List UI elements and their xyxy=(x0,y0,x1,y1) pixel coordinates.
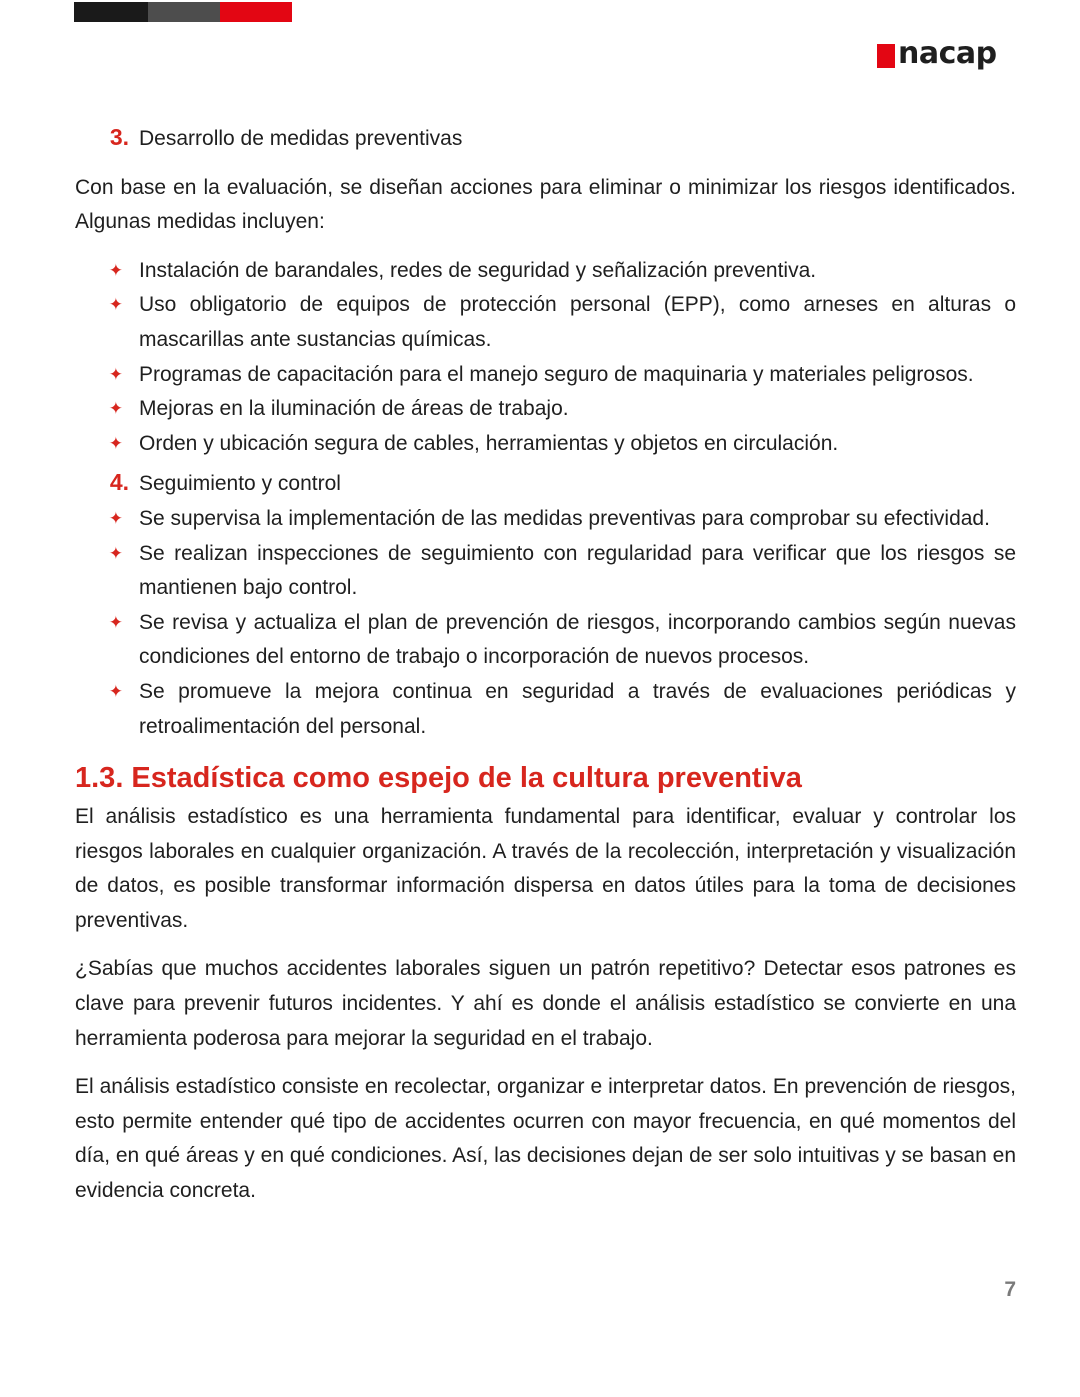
bullet-star-icon: ✦ xyxy=(108,543,123,563)
bullet-star-icon: ✦ xyxy=(108,260,123,280)
bullet-star-icon: ✦ xyxy=(108,612,123,632)
list-item: ✦ Se realizan inspecciones de seguimiento con regularidad para verificar que los riesgos se mantienen bajo control. xyxy=(75,537,1016,606)
section-paragraph: El análisis estadístico consiste en recolectar, organizar e interpretar datos. En prevención de riesgos, esto permite entender qué tipo de accidentes ocurren con mayor frecuencia, en qué momentos del día, en qué áreas y en qué condiciones. Así, las decisiones dejan de ser solo intuitivas y se basan en evidencia concreta. xyxy=(75,1075,1016,1203)
bullet-star-icon: ✦ xyxy=(108,433,123,453)
color-bar-black xyxy=(74,2,148,22)
list-item: ✦ Orden y ubicación segura de cables, herramientas y objetos en circulación. xyxy=(75,427,1016,462)
section-paragraph: El análisis estadístico es una herramienta fundamental para identificar, evaluar y controlar los riesgos laborales en cualquier organización. A través de la recolección, interpretación y visualización de datos, es posible transformar información dispersa en datos útiles para la toma de decisiones preventivas. xyxy=(75,805,1016,932)
logo-text: nacap xyxy=(898,36,997,71)
step-4-heading xyxy=(75,465,1016,502)
inacap-logo xyxy=(877,36,997,72)
step-3-intro: Con base en la evaluación, se diseñan acciones para eliminar o minimizar los riesgos identificados. Algunas medidas incluyen: xyxy=(75,175,1016,234)
list-item: ✦ Se supervisa la implementación de las medidas preventivas para comprobar su efectividad. xyxy=(75,502,1016,537)
section-paragraph: ¿Sabías que muchos accidentes laborales siguen un patrón repetitivo? Detectar esos patrones es clave para prevenir futuros incidentes. Y ahí es donde el análisis estadístico se convierte en una herramienta poderosa para mejorar la seguridad en el trabajo. xyxy=(75,957,1016,1050)
page-content xyxy=(75,120,1016,1209)
step-3-list xyxy=(75,254,1016,462)
step-4-list xyxy=(75,502,1016,744)
list-item: ✦ Programas de capacitación para el manejo seguro de maquinaria y materiales peligrosos. xyxy=(75,358,1016,393)
list-item: ✦ Uso obligatorio de equipos de protección personal (EPP), como arneses en alturas o mascarillas ante sustancias químicas. xyxy=(75,288,1016,357)
bullet-star-icon: ✦ xyxy=(108,295,123,315)
bullet-star-icon: ✦ xyxy=(108,681,123,701)
step-3-heading xyxy=(75,120,1016,157)
color-bar-red xyxy=(220,2,292,22)
bullet-star-icon: ✦ xyxy=(108,399,123,419)
list-item: ✦ Se revisa y actualiza el plan de prevención de riesgos, incorporando cambios según nuevas condiciones del entorno de trabajo o incorporación de nuevos procesos. xyxy=(75,606,1016,675)
page-number: 7 xyxy=(1004,1278,1016,1301)
step-4-title: Seguimiento y control xyxy=(139,472,341,496)
header-color-bar xyxy=(74,2,292,22)
logo-mark-icon xyxy=(877,44,895,68)
bullet-star-icon: ✦ xyxy=(108,508,123,528)
color-bar-gray xyxy=(148,2,220,22)
step-4-number: 4. xyxy=(109,469,129,496)
bullet-star-icon: ✦ xyxy=(108,364,123,384)
section-heading: 1.3. Estadística como espejo de la cultura preventiva xyxy=(75,762,802,795)
step-3-number: 3. xyxy=(109,124,129,150)
list-item: ✦ Instalación de barandales, redes de seguridad y señalización preventiva. xyxy=(75,254,1016,289)
list-item: ✦ Mejoras en la iluminación de áreas de trabajo. xyxy=(75,392,1016,427)
list-item: ✦ Se promueve la mejora continua en seguridad a través de evaluaciones periódicas y retroalimentación del personal. xyxy=(75,675,1016,744)
step-3-title: Desarrollo de medidas preventivas xyxy=(139,127,463,150)
